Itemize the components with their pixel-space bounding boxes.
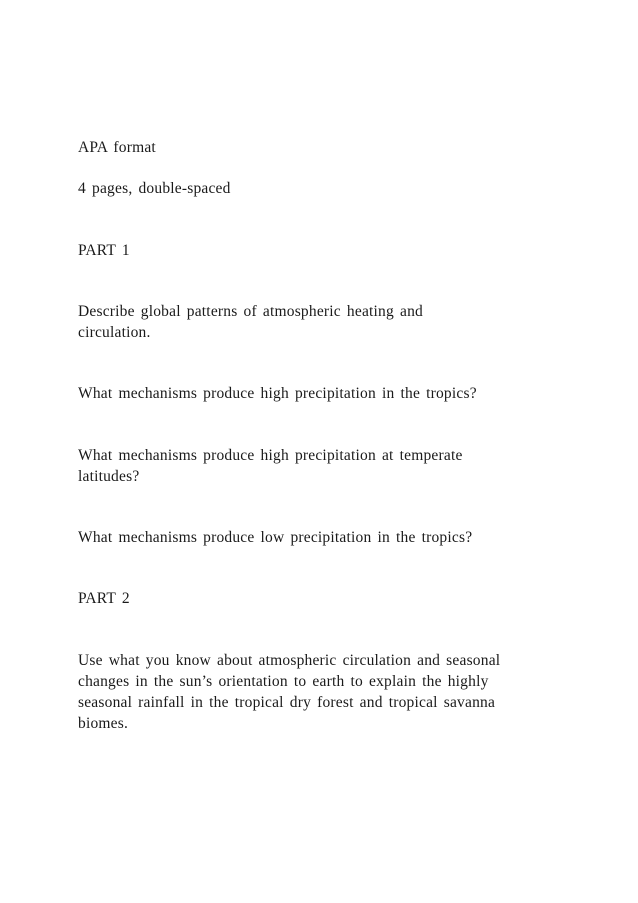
part-2-prompt-line-1: Use what you know about atmospheric circulation and seasonal — [78, 652, 501, 669]
question-2: What mechanisms produce high precipitation in the tropics? — [78, 385, 477, 402]
question-3-line-1: What mechanisms produce high precipitation at temperate — [78, 447, 463, 464]
question-1-line-2: circulation. — [78, 324, 151, 341]
length-line: 4 pages, double-spaced — [78, 180, 231, 197]
part-2-prompt-line-3: seasonal rainfall in the tropical dry forest and tropical savanna — [78, 694, 496, 711]
question-4: What mechanisms produce low precipitation in the tropics? — [78, 529, 473, 546]
question-3-line-2: latitudes? — [78, 468, 140, 485]
question-1-line-1: Describe global patterns of atmospheric heating and — [78, 303, 424, 320]
part-1-heading: PART 1 — [78, 242, 130, 259]
part-2-heading: PART 2 — [78, 590, 130, 607]
part-2-prompt-line-4: biomes. — [78, 715, 129, 732]
format-line: APA format — [78, 139, 156, 156]
part-2-prompt-line-2: changes in the sun’s orientation to earth to explain the highly — [78, 673, 489, 690]
